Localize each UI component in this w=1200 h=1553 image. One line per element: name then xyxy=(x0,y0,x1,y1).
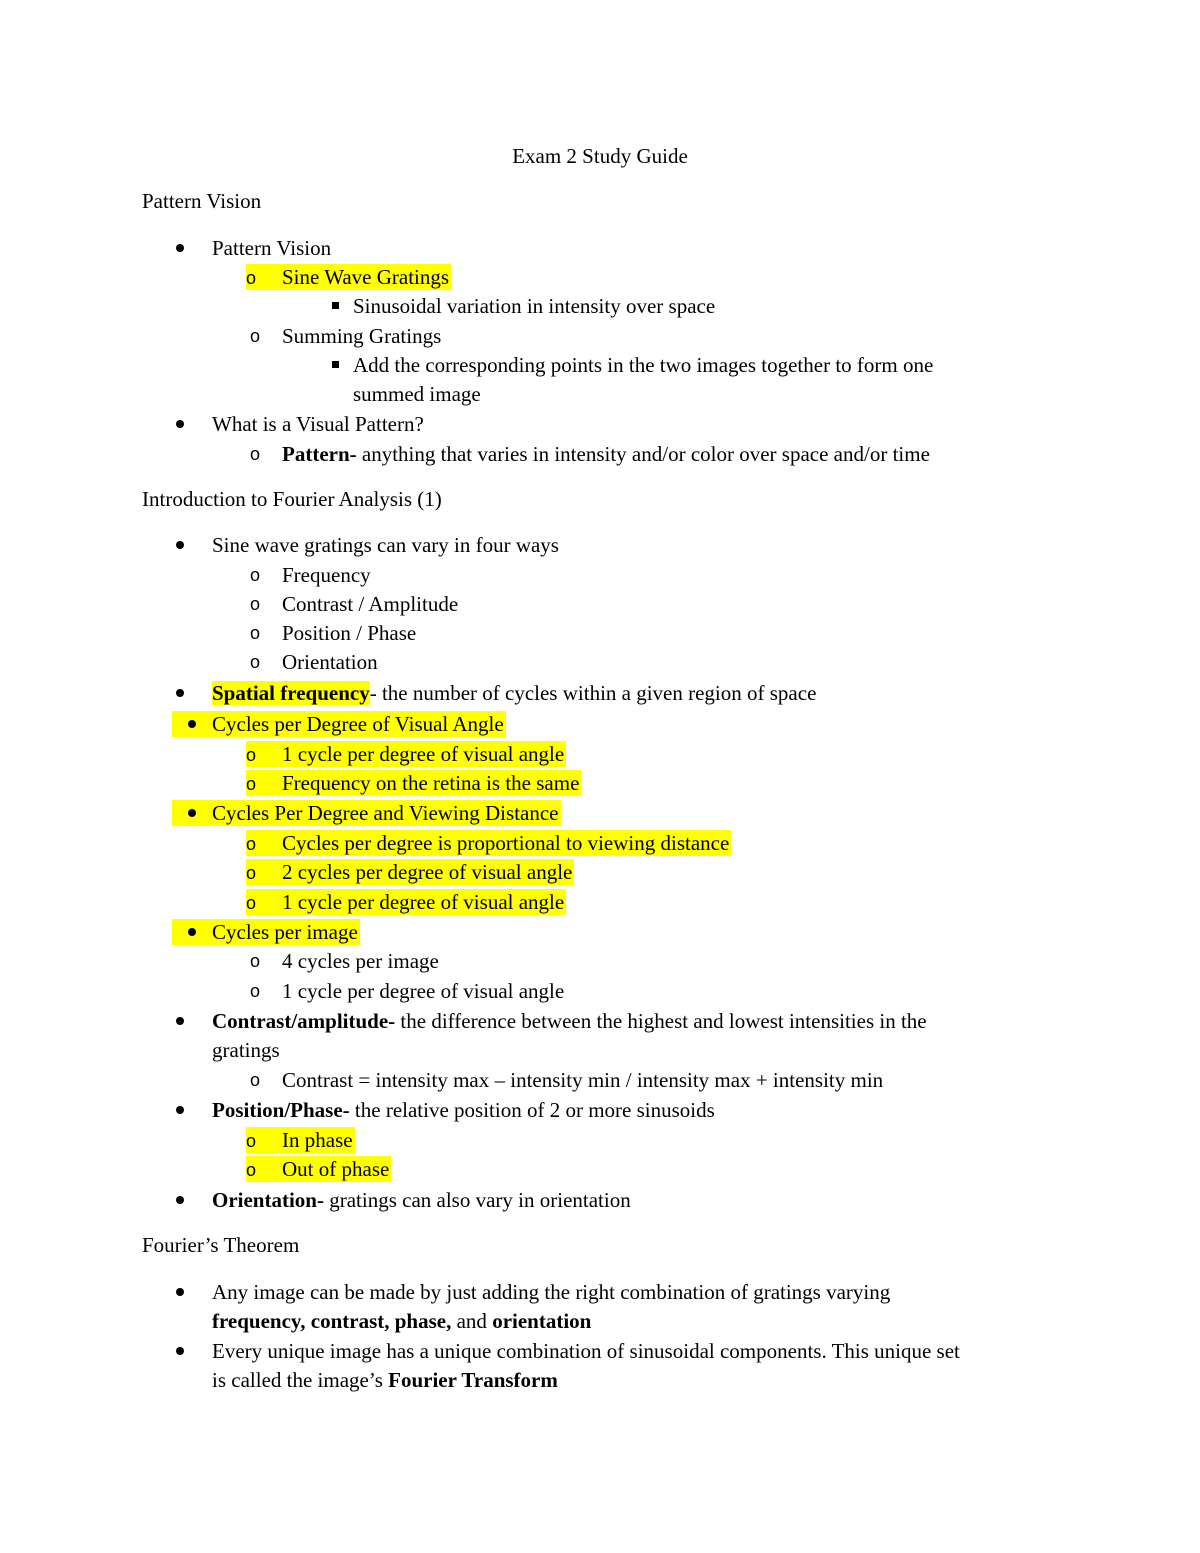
term: Pattern- xyxy=(282,442,357,466)
text: is called the image’s xyxy=(212,1368,389,1392)
list-item: Add the corresponding points in the two images together to form one xyxy=(353,353,934,377)
list-item: Pattern Vision xyxy=(212,236,332,260)
bold-term: Fourier Transform xyxy=(388,1368,558,1392)
bullet-circle-icon: o xyxy=(250,1070,261,1090)
list-item: 1 cycle per degree of visual angle xyxy=(282,979,565,1003)
bullet-dot-icon xyxy=(167,411,193,437)
list-item: Sine wave gratings can vary in four ways xyxy=(212,533,559,557)
bullet-dot-icon xyxy=(167,1187,193,1213)
bold-term: orientation xyxy=(492,1309,592,1333)
list-item: What is a Visual Pattern? xyxy=(212,412,424,436)
list-item-highlighted xyxy=(172,919,360,945)
list-item-continuation: summed image xyxy=(353,382,481,406)
definition: - the number of cycles within a given region of space xyxy=(369,681,817,705)
bullet-dot-icon xyxy=(167,1097,193,1123)
list-item-highlighted xyxy=(246,1156,391,1182)
bullet-circle-icon: o xyxy=(246,834,257,854)
definition: anything that varies in intensity and/or color over space and/or time xyxy=(356,442,930,466)
bullet-circle-icon: o xyxy=(246,774,257,794)
term: Orientation- xyxy=(212,1188,324,1212)
list-item-definition xyxy=(212,1008,927,1034)
bullet-dot-icon xyxy=(172,800,212,826)
bullet-circle-icon: o xyxy=(246,268,257,288)
bullet-square-icon xyxy=(322,352,348,378)
bullet-circle-icon: o xyxy=(246,863,257,883)
bullet-circle-icon: o xyxy=(250,652,261,672)
bullet-circle-icon: o xyxy=(246,893,257,913)
list-item-definition xyxy=(212,1187,631,1213)
connector-text: and xyxy=(451,1309,493,1333)
list-item: Contrast / Amplitude xyxy=(282,592,459,616)
list-item: Position / Phase xyxy=(282,621,417,645)
bullet-circle-icon: o xyxy=(250,594,261,614)
bullet-square-icon xyxy=(322,293,348,319)
bullet-dot-icon xyxy=(167,235,193,261)
list-item-highlighted xyxy=(246,1127,355,1153)
section-heading: Fourier’s Theorem xyxy=(142,1233,300,1257)
bullet-circle-icon: o xyxy=(246,1131,257,1151)
definition: the relative position of 2 or more sinusoids xyxy=(349,1098,715,1122)
list-item-text: 1 cycle per degree of visual angle xyxy=(282,742,565,766)
list-item-highlighted xyxy=(246,770,581,796)
section-heading: Introduction to Fourier Analysis (1) xyxy=(142,487,442,511)
list-item: Every unique image has a unique combination of sinusoidal components. This unique set xyxy=(212,1339,960,1363)
bullet-dot-icon xyxy=(167,680,193,706)
term: Position/Phase- xyxy=(212,1098,350,1122)
list-item-definition xyxy=(212,1097,715,1123)
list-item-definition xyxy=(212,680,816,706)
bullet-dot-icon xyxy=(167,1279,193,1305)
list-item-text: Cycles Per Degree and Viewing Distance xyxy=(212,801,559,825)
list-item: Contrast = intensity max – intensity min / intensity max + intensity min xyxy=(282,1068,884,1092)
list-item-definition xyxy=(282,441,930,467)
list-item: Frequency xyxy=(282,563,371,587)
list-item-text: Cycles per image xyxy=(212,920,358,944)
list-item-text: Cycles per Degree of Visual Angle xyxy=(212,712,504,736)
list-item-text: Sine Wave Gratings xyxy=(282,265,450,289)
bullet-dot-icon xyxy=(167,532,193,558)
bullet-circle-icon: o xyxy=(250,951,261,971)
list-item-text: 1 cycle per degree of visual angle xyxy=(282,890,565,914)
list-item: Any image can be made by just adding the right combination of gratings varying xyxy=(212,1280,891,1304)
list-item: Sinusoidal variation in intensity over space xyxy=(353,294,716,318)
bullet-circle-icon: o xyxy=(246,1160,257,1180)
list-item-highlighted xyxy=(246,889,566,915)
list-item-highlighted xyxy=(246,264,451,290)
term-highlighted: Spatial frequency xyxy=(212,681,370,705)
list-item-highlighted xyxy=(246,830,731,856)
bullet-dot-icon xyxy=(172,919,212,945)
list-item: 4 cycles per image xyxy=(282,949,439,973)
bullet-circle-icon: o xyxy=(250,623,261,643)
term: Contrast/amplitude- xyxy=(212,1009,396,1033)
definition: the difference between the highest and lowest intensities in the xyxy=(395,1009,927,1033)
list-item-continuation xyxy=(212,1308,591,1334)
list-item-continuation xyxy=(212,1367,558,1393)
bullet-circle-icon: o xyxy=(250,444,261,464)
definition: gratings can also vary in orientation xyxy=(323,1188,631,1212)
list-item: Orientation xyxy=(282,650,378,674)
bullet-circle-icon: o xyxy=(250,981,261,1001)
list-item-text: Out of phase xyxy=(282,1157,390,1181)
list-item-text: Frequency on the retina is the same xyxy=(282,771,580,795)
bullet-circle-icon: o xyxy=(246,745,257,765)
list-item-text: Cycles per degree is proportional to viewing distance xyxy=(282,831,730,855)
section-heading: Pattern Vision xyxy=(142,189,262,213)
list-item-highlighted xyxy=(172,800,561,826)
list-item-text: 2 cycles per degree of visual angle xyxy=(282,860,573,884)
bullet-circle-icon: o xyxy=(250,565,261,585)
bullet-circle-icon: o xyxy=(250,326,261,346)
list-item-text: In phase xyxy=(282,1128,353,1152)
bullet-dot-icon xyxy=(167,1008,193,1034)
list-item-highlighted xyxy=(246,859,574,885)
bullet-dot-icon xyxy=(167,1338,193,1364)
list-item-continuation: gratings xyxy=(212,1038,280,1062)
list-item-highlighted xyxy=(172,711,506,737)
document-title: Exam 2 Study Guide xyxy=(512,144,688,168)
list-item: Summing Gratings xyxy=(282,324,442,348)
list-item-highlighted xyxy=(246,741,566,767)
bullet-dot-icon xyxy=(172,711,212,737)
bold-terms: frequency, contrast, phase, xyxy=(212,1309,452,1333)
